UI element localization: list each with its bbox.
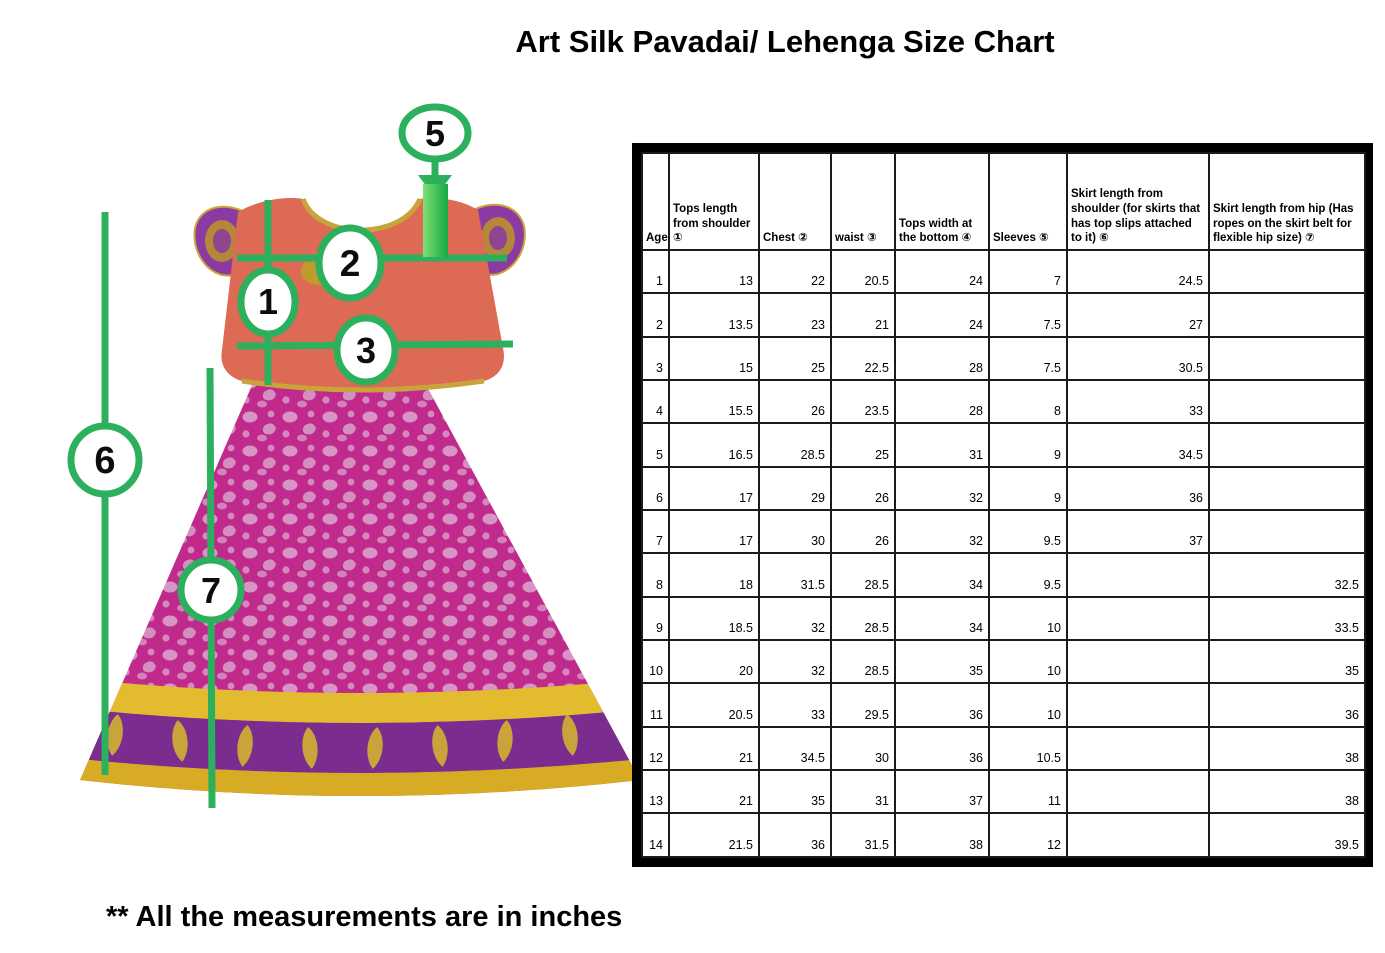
measurement-cell: 38 — [1209, 770, 1365, 813]
table-row — [642, 640, 1365, 683]
measurement-cell: 34.5 — [759, 727, 831, 770]
age-cell: 4 — [642, 380, 669, 423]
age-cell: 11 — [642, 683, 669, 726]
measurement-cell: 9.5 — [989, 553, 1067, 596]
measurement-cell — [1209, 380, 1365, 423]
measurement-cell: 38 — [1209, 727, 1365, 770]
marker-5 — [402, 107, 468, 159]
measurement-cell: 23 — [759, 293, 831, 336]
measurement-cell: 28.5 — [831, 640, 895, 683]
col-header-skirt-shoulder: Skirt length from shoulder (for skirts that has top slips attached to it) ⑥ — [1067, 153, 1209, 250]
measurement-cell — [1209, 337, 1365, 380]
table-row — [642, 553, 1365, 596]
measurement-cell: 7.5 — [989, 337, 1067, 380]
measurement-cell — [1209, 510, 1365, 553]
svg-text:2: 2 — [339, 243, 361, 284]
measurement-cell: 17 — [669, 467, 759, 510]
measurement-cell: 18.5 — [669, 597, 759, 640]
measurement-cell: 13.5 — [669, 293, 759, 336]
measurement-cell — [1067, 770, 1209, 813]
table-row — [642, 423, 1365, 466]
measurement-cell: 10.5 — [989, 727, 1067, 770]
measurement-cell: 27 — [1067, 293, 1209, 336]
col-header-sleeves: Sleeves ⑤ — [989, 153, 1067, 250]
age-cell: 5 — [642, 423, 669, 466]
measurement-cell: 32 — [759, 597, 831, 640]
svg-text:3: 3 — [355, 330, 377, 371]
measurement-cell: 36 — [1067, 467, 1209, 510]
measurement-cell: 17 — [669, 510, 759, 553]
measurement-cell: 37 — [895, 770, 989, 813]
col-header-tops-width: Tops width at the bottom ④ — [895, 153, 989, 250]
col-header-skirt-hip: Skirt length from hip (Has ropes on the skirt belt for flexible hip size) ⑦ — [1209, 153, 1365, 250]
measurement-cell: 33 — [1067, 380, 1209, 423]
measurement-cell: 26 — [831, 510, 895, 553]
measurement-cell: 10 — [989, 640, 1067, 683]
measurement-cell: 26 — [759, 380, 831, 423]
table-row — [642, 337, 1365, 380]
measurement-cell: 34 — [895, 553, 989, 596]
table-row — [642, 597, 1365, 640]
measurement-cell: 20 — [669, 640, 759, 683]
measurement-cell: 21 — [669, 770, 759, 813]
age-cell: 8 — [642, 553, 669, 596]
measurement-cell: 32.5 — [1209, 553, 1365, 596]
sleeve-tag — [423, 184, 448, 257]
measurement-cell: 28.5 — [831, 597, 895, 640]
table-row — [642, 293, 1365, 336]
age-cell: 3 — [642, 337, 669, 380]
measurement-cell: 34.5 — [1067, 423, 1209, 466]
measurement-cell: 25 — [759, 337, 831, 380]
measurement-cell: 25 — [831, 423, 895, 466]
table-row — [642, 250, 1365, 293]
measurement-cell: 9.5 — [989, 510, 1067, 553]
measurement-cell: 36 — [759, 813, 831, 857]
marker-2 — [319, 228, 381, 298]
measurement-cell: 36 — [895, 727, 989, 770]
measurement-cell: 33 — [759, 683, 831, 726]
measurement-cell: 32 — [759, 640, 831, 683]
measurement-cell: 13 — [669, 250, 759, 293]
marker-6 — [71, 426, 139, 494]
measurement-cell: 29.5 — [831, 683, 895, 726]
measurement-cell — [1209, 423, 1365, 466]
table-row — [642, 510, 1365, 553]
measurement-cell: 31 — [895, 423, 989, 466]
measurement-cell: 28.5 — [831, 553, 895, 596]
measurement-cell: 20.5 — [669, 683, 759, 726]
size-table-body — [642, 250, 1365, 857]
col-header-chest: Chest ② — [759, 153, 831, 250]
measurement-cell: 16.5 — [669, 423, 759, 466]
marker-1 — [241, 270, 295, 334]
measurement-cell: 21 — [669, 727, 759, 770]
measurement-cell: 26 — [831, 467, 895, 510]
measurement-cell: 33.5 — [1209, 597, 1365, 640]
age-cell: 9 — [642, 597, 669, 640]
measurement-cell: 36 — [895, 683, 989, 726]
measurement-cell: 28.5 — [759, 423, 831, 466]
table-row — [642, 380, 1365, 423]
marker-3 — [337, 318, 395, 382]
measurement-cell: 35 — [1209, 640, 1365, 683]
col-header-tops-length: Tops length from shoulder ① — [669, 153, 759, 250]
measurement-cell — [1067, 683, 1209, 726]
measurement-cell: 32 — [895, 467, 989, 510]
measurement-cell: 20.5 — [831, 250, 895, 293]
size-table — [632, 143, 1373, 867]
measurement-cell: 24.5 — [1067, 250, 1209, 293]
measurement-cell: 9 — [989, 423, 1067, 466]
measurement-cell — [1067, 727, 1209, 770]
measurement-cell — [1209, 467, 1365, 510]
measurement-cell: 36 — [1209, 683, 1365, 726]
measurement-cell: 22.5 — [831, 337, 895, 380]
measurement-cell: 23.5 — [831, 380, 895, 423]
age-cell: 12 — [642, 727, 669, 770]
measurement-cell: 24 — [895, 293, 989, 336]
age-cell: 7 — [642, 510, 669, 553]
age-cell: 6 — [642, 467, 669, 510]
measurement-cell: 30.5 — [1067, 337, 1209, 380]
age-cell: 13 — [642, 770, 669, 813]
table-row — [642, 770, 1365, 813]
measurement-cell: 9 — [989, 467, 1067, 510]
measurement-cell: 24 — [895, 250, 989, 293]
measurement-cell: 35 — [759, 770, 831, 813]
measurement-cell: 31.5 — [831, 813, 895, 857]
measurement-cell: 18 — [669, 553, 759, 596]
measurement-cell: 31 — [831, 770, 895, 813]
measurement-cell: 21.5 — [669, 813, 759, 857]
measurement-cell: 28 — [895, 380, 989, 423]
measurement-cell — [1209, 293, 1365, 336]
measurement-cell — [1067, 640, 1209, 683]
marker-7 — [181, 560, 241, 620]
measurement-cell: 29 — [759, 467, 831, 510]
measurement-cell: 7.5 — [989, 293, 1067, 336]
measurement-cell — [1067, 597, 1209, 640]
age-cell: 14 — [642, 813, 669, 857]
table-row — [642, 467, 1365, 510]
measurement-cell — [1067, 553, 1209, 596]
svg-text:6: 6 — [94, 440, 116, 482]
measurement-cell: 35 — [895, 640, 989, 683]
measurement-cell: 30 — [831, 727, 895, 770]
table-row — [642, 727, 1365, 770]
measurement-cell: 21 — [831, 293, 895, 336]
measurement-cell: 12 — [989, 813, 1067, 857]
measurement-cell: 31.5 — [759, 553, 831, 596]
age-cell: 10 — [642, 640, 669, 683]
measurement-cell: 22 — [759, 250, 831, 293]
measurement-cell: 39.5 — [1209, 813, 1365, 857]
measurement-cell: 7 — [989, 250, 1067, 293]
table-row — [642, 683, 1365, 726]
measurements-note: ** All the measurements are in inches — [106, 901, 623, 933]
measurement-cell: 8 — [989, 380, 1067, 423]
header-row — [642, 153, 1365, 250]
measurement-cell: 32 — [895, 510, 989, 553]
measurement-cell — [1067, 813, 1209, 857]
measurement-cell — [1209, 250, 1365, 293]
measurement-cell: 11 — [989, 770, 1067, 813]
page-title: Art Silk Pavadai/ Lehenga Size Chart — [515, 24, 1055, 59]
col-header-waist: waist ③ — [831, 153, 895, 250]
measurement-cell: 10 — [989, 683, 1067, 726]
age-cell: 2 — [642, 293, 669, 336]
measurement-cell: 15.5 — [669, 380, 759, 423]
measurement-cell: 38 — [895, 813, 989, 857]
measurement-cell: 34 — [895, 597, 989, 640]
measurement-cell: 15 — [669, 337, 759, 380]
skirt — [60, 383, 660, 816]
measurement-cell: 10 — [989, 597, 1067, 640]
measurement-cell: 30 — [759, 510, 831, 553]
svg-text:1: 1 — [257, 281, 279, 322]
svg-text:5: 5 — [424, 113, 446, 154]
age-cell: 1 — [642, 250, 669, 293]
measurement-cell: 28 — [895, 337, 989, 380]
svg-text:7: 7 — [200, 570, 222, 611]
measurement-cell: 37 — [1067, 510, 1209, 553]
col-header-age: Age — [642, 153, 669, 250]
table-row — [642, 813, 1365, 857]
